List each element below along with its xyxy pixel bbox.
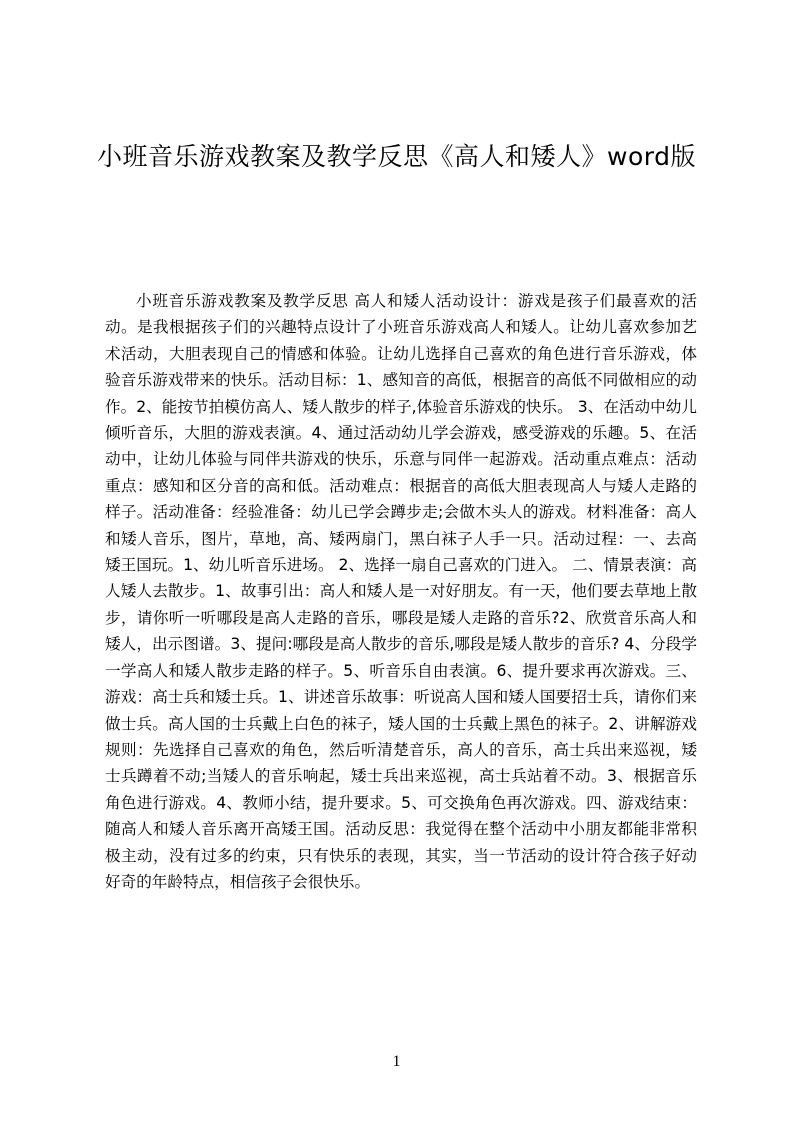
document-body-paragraph: 小班音乐游戏教案及教学反思 高人和矮人活动设计：游戏是孩子们最喜欢的活动。是我根据孩子们的兴趣特点设计了小班音乐游戏高人和矮人。让幼儿喜欢参加艺术活动，大胆表现自己的情感和体验。让幼儿选择自己喜欢的角色进行音乐游戏，体验音乐游戏带来的快乐。活动目标：1、感知音的高低，根据音的高低不同做相应的动作。2、能按节拍模仿高人、矮人散步的样子,体验音乐游戏的快乐。 3、在活动中幼儿倾听音乐，大胆的游戏表演。4、通过活动幼儿学会游戏，感受游戏的乐趣。5、在活动中，让幼儿体验与同伴共游戏的快乐，乐意与同伴一起游戏。活动重点难点：活动重点：感知和区分音的高和低。活动难点：根据音的高低大胆表现高人与矮人走路的样子。活动准备：经验准备：幼儿已学会蹲步走;会做木头人的游戏。材料准备：高人和矮人音乐，图片，草地，高、矮两扇门，黑白袜子人手一只。活动过程：一、去高矮王国玩。1、幼儿听音乐进场。 2、选择一扇自己喜欢的门进入。 二、情景表演：高人矮人去散步。1、故事引出：高人和矮人是一对好朋友。有一天，他们要去草地上散步，请你听一听哪段是高人走路的音乐，哪段是矮人走路的音乐?2、欣赏音乐高人和矮人，出示图谱。3、提问:哪段是高人散步的音乐,哪段是矮人散步的音乐? 4、分段学一学高人和矮人散步走路的样子。5、听音乐自由表演。6、提升要求再次游戏。三、游戏：高士兵和矮士兵。1、讲述音乐故事：听说高人国和矮人国要招士兵，请你们来做士兵。高人国的士兵戴上白色的袜子，矮人国的士兵戴上黑色的袜子。2、讲解游戏规则：先选择自己喜欢的角色，然后听清楚音乐，高人的音乐，高士兵出来巡视，矮士兵蹲着不动;当矮人的音乐响起，矮士兵出来巡视，高士兵站着不动。3、根据音乐角色进行游戏。4、教师小结，提升要求。5、可交换角色再次游戏。四、游戏结束：随高人和矮人音乐离开高矮王国。活动反思：我觉得在整个活动中小朋友都能非常积极主动，没有过多的约束，只有快乐的表现，其实，当一节活动的设计符合孩子好动好奇的年龄特点，相信孩子会很快乐。 — [105, 292, 697, 891]
document-title: 小班音乐游戏教案及教学反思《高人和矮人》word版 — [97, 142, 696, 171]
page-number: 1 — [392, 1053, 401, 1070]
